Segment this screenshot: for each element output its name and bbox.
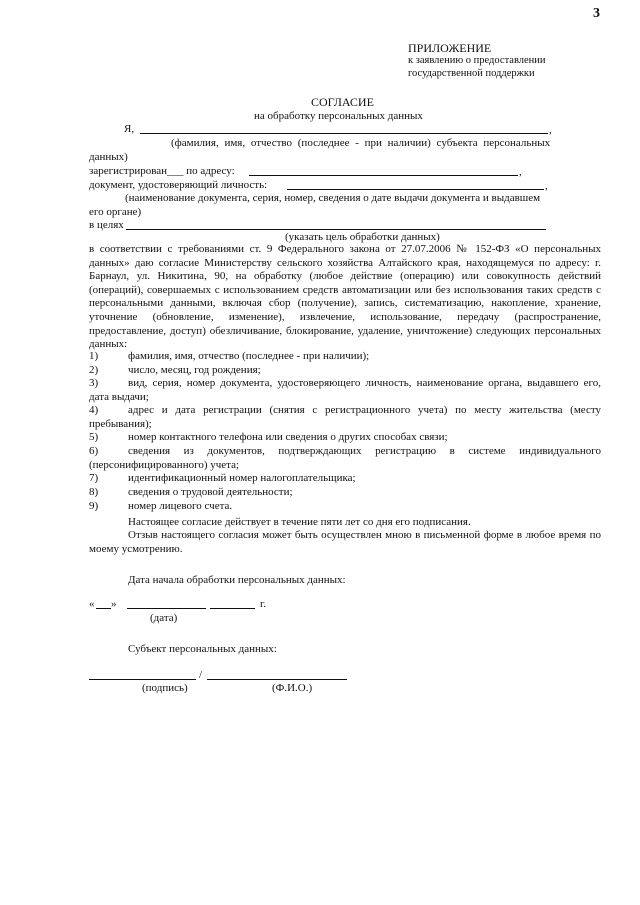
- signature-slash: /: [199, 669, 203, 681]
- list-item-number: 5): [89, 431, 99, 443]
- consent-paragraph: в соответствии с требованиями ст. 9 Федерального закона от 27.07.2006 № 152-ФЗ «О персональных данных» даю согласие Министерству сельского хозяйства Алтайского края, находящемуся по адресу: г. Барнаул, ул. Никитина, 90, на обработку (любое действие (операцию) или совокупность действий (операций), совершаемых с использованием средств автоматизации или без использования таких средств с персональными данными, включая сбор (получение), запись, систематизацию, накопление, хранение, уточнение (обновление, изменение), извлечение, использование, передачу (распространение, предоставление, доступ) обезличивание, блокирование, удаление, уничтожение) следующих персональных данных:: [89, 243, 601, 351]
- list-item-number: 3): [89, 377, 99, 389]
- list-item: число, месяц, год рождения;: [128, 364, 261, 376]
- ya-label: Я,: [124, 123, 135, 135]
- id-document-hint: (наименование документа, серия, номер, сведения о дате выдачи документа и выдавшем: [125, 192, 541, 204]
- list-item-number: 8): [89, 486, 99, 498]
- list-item-number: 7): [89, 472, 99, 484]
- date-day-line[interactable]: [96, 608, 111, 609]
- list-item: сведения из документов, подтверждающих регистрацию в системе индивидуального (персонифицированного) учета;: [89, 445, 601, 471]
- date-month-line[interactable]: [127, 608, 206, 609]
- list-item: адрес и дата регистрации (снятия с регистрационного учета) по месту жительства (месту пребывания);: [89, 404, 601, 430]
- validity-text: Настоящее согласие действует в течение пяти лет со дня его подписания.: [128, 516, 471, 528]
- fio-hint: (фамилия, имя, отчество (последнее - при наличии) субъекта персональных: [171, 137, 551, 149]
- id-document-line[interactable]: [287, 189, 544, 190]
- appendix-title: ПРИЛОЖЕНИЕ: [408, 41, 492, 55]
- list-item-number: 2): [89, 364, 99, 376]
- purpose-hint: (указать цель обработки данных): [285, 231, 440, 243]
- list-item-number: 1): [89, 350, 99, 362]
- list-item: идентификационный номер налогоплательщика;: [128, 472, 356, 484]
- fio-line[interactable]: [140, 133, 548, 134]
- date-close-quote: »: [111, 598, 117, 610]
- document-subtitle: на обработку персональных данных: [254, 110, 423, 122]
- list-item: фамилия, имя, отчество (последнее - при наличии);: [128, 350, 370, 362]
- subject-label: Субъект персональных данных:: [128, 643, 277, 655]
- list-item-number: 6): [89, 445, 99, 457]
- registration-label: зарегистрирован___ по адресу:: [89, 165, 235, 177]
- revoke-text: Отзыв настоящего согласия может быть осуществлен мною в письменной форме в любое время по моему усмотрению.: [89, 529, 601, 555]
- id-document-label: документ, удостоверяющий личность:: [89, 179, 268, 191]
- date-hint: (дата): [150, 612, 178, 624]
- id-document-hint-continued: его органе): [89, 206, 142, 218]
- date-year-line[interactable]: [210, 608, 255, 609]
- fio-hint-continued: данных): [89, 151, 128, 163]
- document-title: СОГЛАСИЕ: [311, 95, 374, 109]
- list-item-number: 4): [89, 404, 99, 416]
- list-item: вид, серия, номер документа, удостоверяющего личность, наименование органа, выдавшего его, дата выдачи;: [89, 377, 601, 403]
- signature-fio-hint: (Ф.И.О.): [272, 682, 313, 694]
- start-date-label: Дата начала обработки персональных данных:: [128, 574, 346, 586]
- list-item: сведения о трудовой деятельности;: [128, 486, 293, 498]
- page-number: 3: [593, 6, 600, 21]
- date-open-quote: «: [89, 598, 95, 610]
- appendix-line-1: к заявлению о предоставлении: [408, 55, 546, 66]
- signature-hint: (подпись): [142, 682, 188, 694]
- registration-line[interactable]: [249, 175, 518, 176]
- signature-line[interactable]: [89, 679, 196, 680]
- signature-fio-line[interactable]: [207, 679, 347, 680]
- appendix-line-2: государственной поддержки: [408, 68, 535, 79]
- date-year-suffix: г.: [260, 598, 267, 610]
- purpose-label: в целях: [89, 219, 124, 231]
- list-item-number: 9): [89, 500, 99, 512]
- list-item: номер лицевого счета.: [128, 500, 233, 512]
- list-item: номер контактного телефона или сведения о других способах связи;: [128, 431, 448, 443]
